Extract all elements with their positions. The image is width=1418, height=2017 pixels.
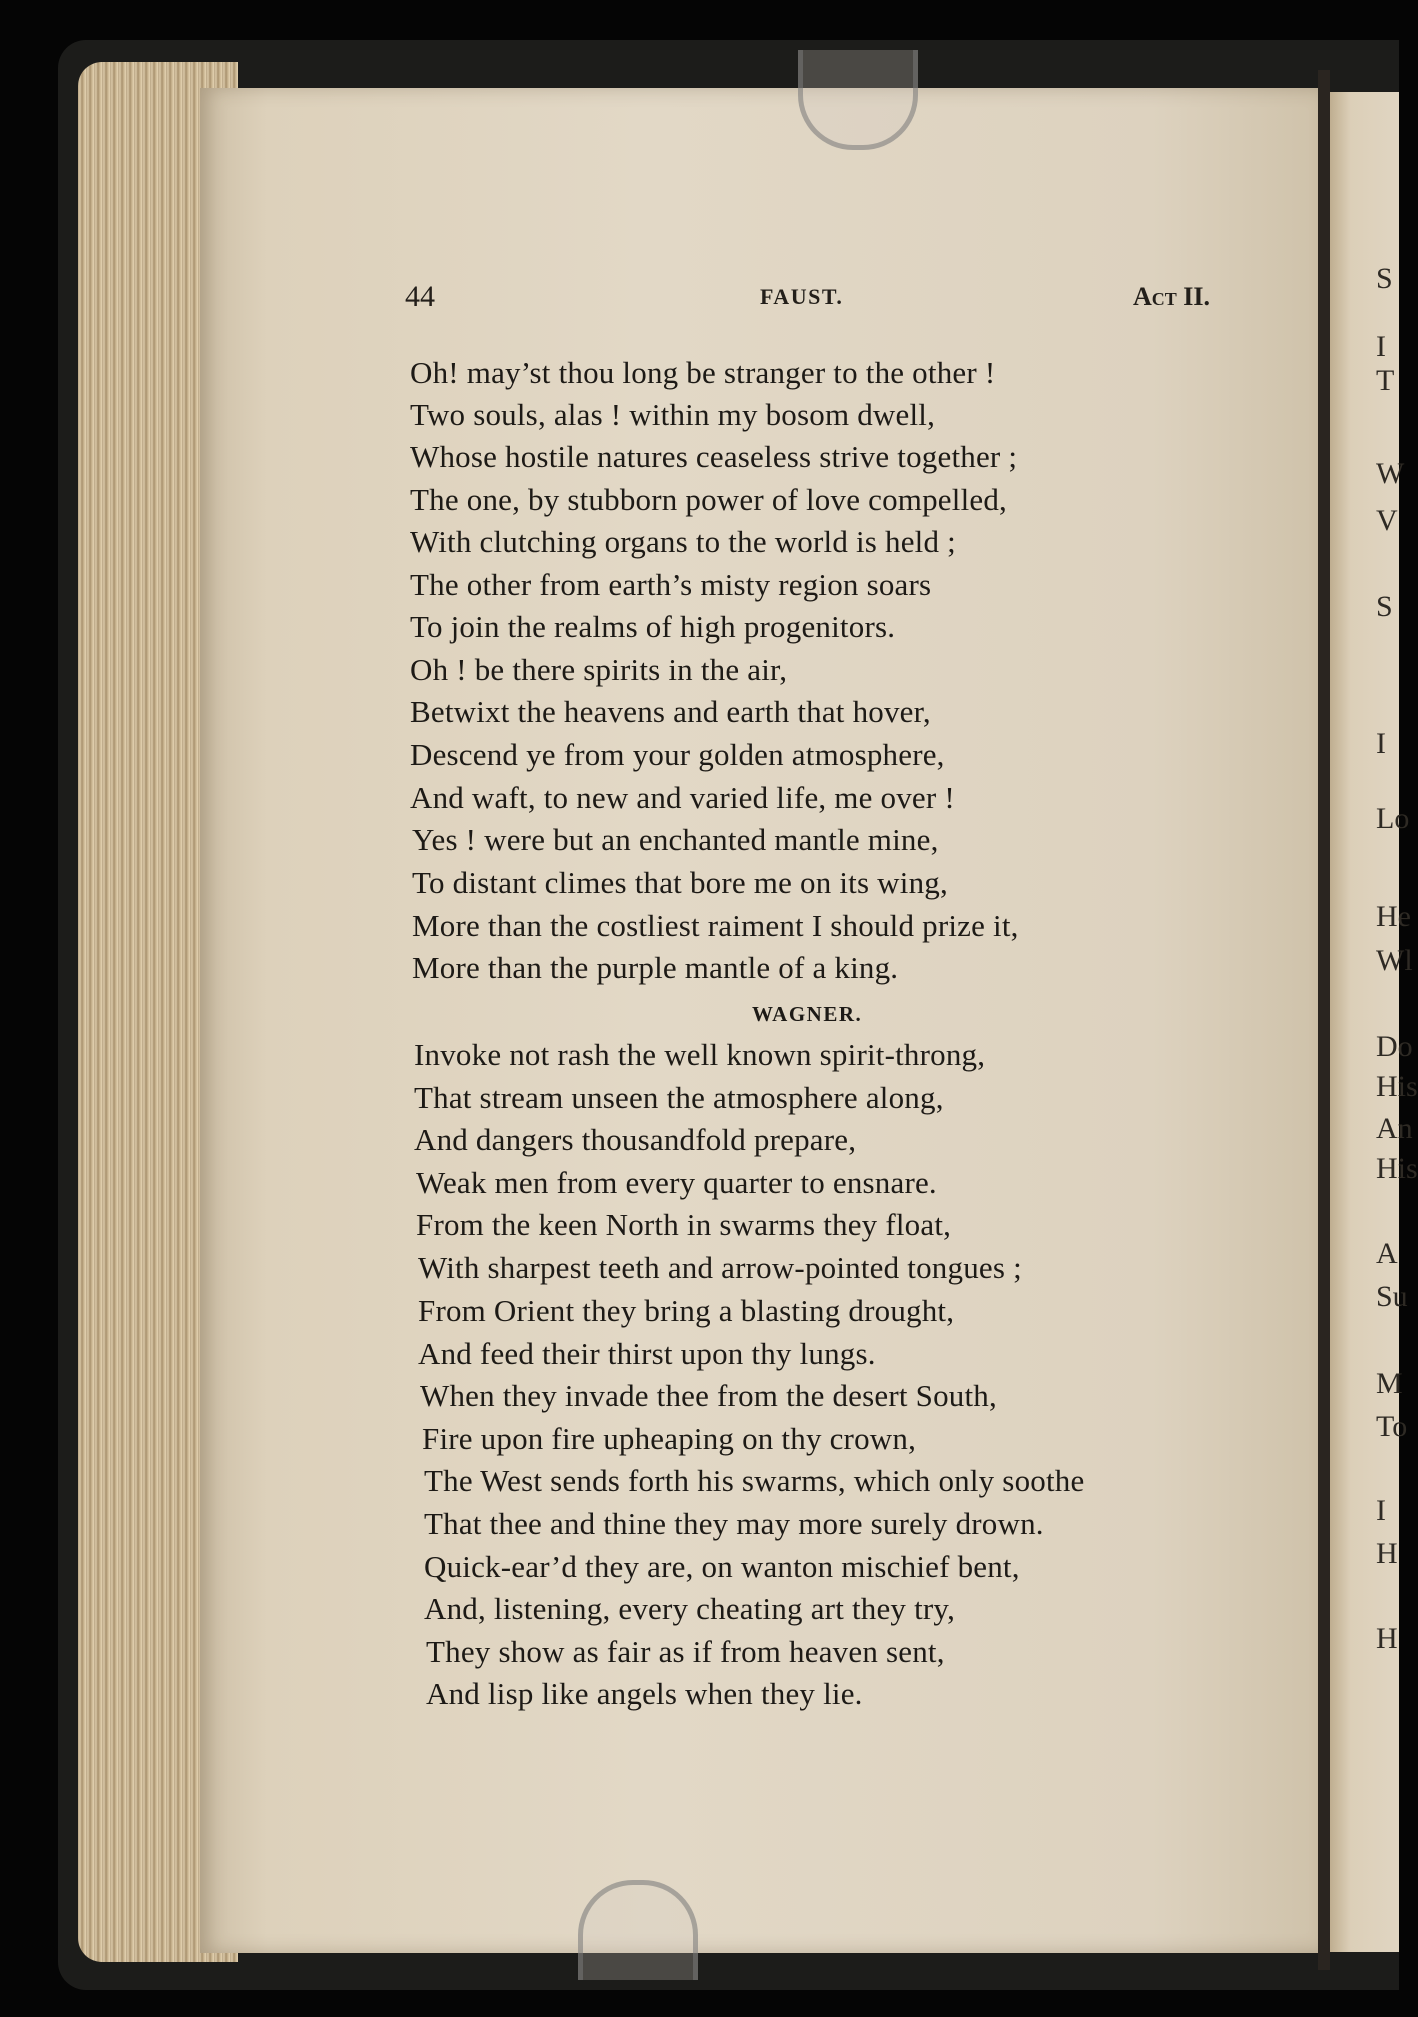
verse-line: The West sends forth his swarms, which only soothe <box>424 1463 1085 1498</box>
act-label: Act II. <box>1132 282 1210 311</box>
verse-line: To distant climes that bore me on its wing, <box>412 865 948 900</box>
verse-line: Quick-ear’d they are, on wanton mischief bent, <box>424 1549 1020 1584</box>
verse-line: More than the costliest raiment I should prize it, <box>412 908 1019 943</box>
next-page-fragment: To <box>1376 1410 1408 1443</box>
verse-line: More than the purple mantle of a king. <box>412 950 899 985</box>
verse-line: Oh! may’st thou long be stranger to the other ! <box>410 355 996 390</box>
verse-line: That stream unseen the atmosphere along, <box>414 1080 944 1115</box>
verse-line: Invoke not rash the well known spirit-throng, <box>414 1037 986 1072</box>
verse-line: They show as fair as if from heaven sent, <box>426 1634 945 1669</box>
verse-line: That thee and thine they may more surely drown. <box>424 1506 1044 1541</box>
next-page-fragment: H <box>1376 1537 1398 1570</box>
verse-line: Betwixt the heavens and earth that hover, <box>410 694 931 729</box>
next-page-fragment: Wl <box>1376 944 1413 977</box>
verse-line: Oh ! be there spirits in the air, <box>410 652 788 687</box>
next-page-fragment: Su <box>1376 1280 1408 1313</box>
verse-line: And feed their thirst upon thy lungs. <box>418 1336 876 1371</box>
next-page-fragment: He <box>1376 900 1411 933</box>
verse-line: Fire upon fire upheaping on thy crown, <box>422 1421 917 1456</box>
next-page-fragment: M <box>1376 1367 1403 1400</box>
page-number: 44 <box>405 280 435 313</box>
verse-line: Whose hostile natures ceaseless strive together ; <box>410 439 1018 474</box>
next-page-fragment: T <box>1376 364 1395 397</box>
verse-line: With sharpest teeth and arrow-pointed tongues ; <box>418 1250 1022 1285</box>
next-page-fragment: V <box>1376 504 1398 537</box>
verse-line: Yes ! were but an enchanted mantle mine, <box>412 822 939 857</box>
verse-line: Descend ye from your golden atmosphere, <box>410 737 945 772</box>
next-page-fragment: A <box>1376 1237 1398 1270</box>
page-header <box>405 280 1210 320</box>
verse-line: And waft, to new and varied life, me over ! <box>410 780 955 815</box>
verse-line: And, listening, every cheating art they try, <box>424 1591 956 1626</box>
verse-line: And dangers thousandfold prepare, <box>414 1122 857 1157</box>
next-page-fragment: I <box>1376 1494 1386 1527</box>
next-page-fragment: His <box>1376 1070 1418 1103</box>
next-page-fragment: Lo <box>1376 802 1410 835</box>
verse-line: With clutching organs to the world is held ; <box>410 524 956 559</box>
next-page-fragment: I <box>1376 727 1386 760</box>
verse-line: From Orient they bring a blasting drought, <box>418 1293 955 1328</box>
next-page-fragment: S <box>1376 262 1393 295</box>
verse-line: And lisp like angels when they lie. <box>426 1676 863 1711</box>
verse-line: Two souls, alas ! within my bosom dwell, <box>410 397 936 432</box>
page-clip-top <box>798 50 918 150</box>
running-title: FAUST. <box>760 284 844 309</box>
verse-line: The other from earth’s misty region soars <box>410 567 932 602</box>
verse-line: From the keen North in swarms they float, <box>416 1207 952 1242</box>
next-page-fragment: H <box>1376 1622 1398 1655</box>
next-page-edge <box>1330 92 1418 1952</box>
verse-line: The one, by stubborn power of love compelled, <box>410 482 1007 517</box>
book-gutter <box>1318 70 1330 1970</box>
next-page-fragment: An <box>1376 1112 1413 1145</box>
page-clip-bottom <box>578 1880 698 1980</box>
speaker-name: WAGNER. <box>752 1002 863 1026</box>
next-page-fragment: I <box>1376 330 1386 363</box>
next-page-fragment: S <box>1376 590 1393 623</box>
verse-line: When they invade thee from the desert South, <box>420 1378 997 1413</box>
verse-line: To join the realms of high progenitors. <box>410 609 896 644</box>
next-page-fragment: W <box>1376 457 1405 490</box>
next-page-fragment: Do <box>1376 1030 1413 1063</box>
next-page-fragment: His <box>1376 1152 1418 1185</box>
verse-line: Weak men from every quarter to ensnare. <box>416 1165 937 1200</box>
